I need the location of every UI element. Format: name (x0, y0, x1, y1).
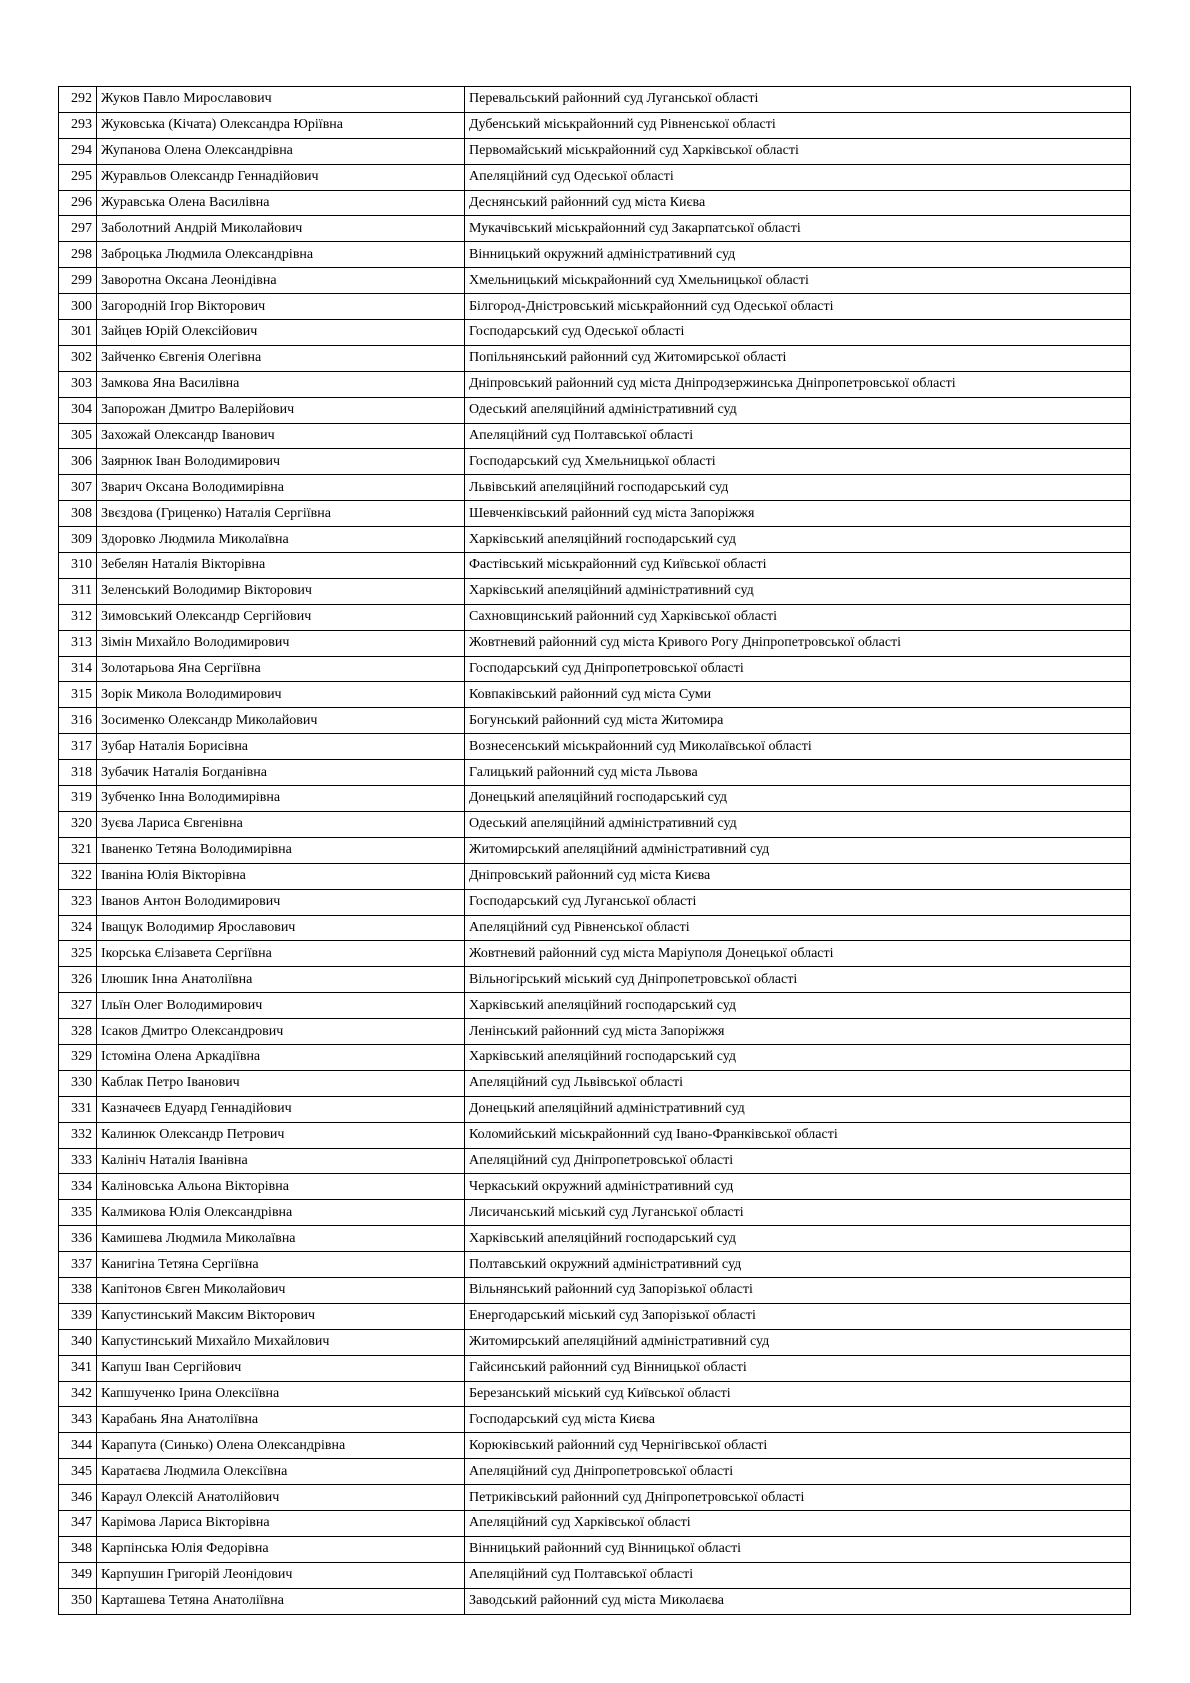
judge-name-cell: Зимовський Олександр Сергійович (97, 604, 465, 630)
court-name-cell: Галицький районний суд міста Львова (465, 760, 1131, 786)
court-name-cell: Господарський суд Хмельницької області (465, 449, 1131, 475)
table-row (59, 889, 1131, 915)
judge-name-cell: Карімова Лариса Вікторівна (97, 1510, 465, 1536)
judge-name-cell: Жуковська (Кічата) Олександра Юріївна (97, 112, 465, 138)
table-row (59, 708, 1131, 734)
court-name-cell: Первомайський міськрайонний суд Харківської області (465, 138, 1131, 164)
court-name-cell: Сахновщинський районний суд Харківської області (465, 604, 1131, 630)
court-name-cell: Господарський суд міста Києва (465, 1407, 1131, 1433)
court-name-cell: Білгород-Дністровський міськрайонний суд Одеської області (465, 294, 1131, 320)
judge-name-cell: Заярнюк Іван Володимирович (97, 449, 465, 475)
row-number-cell: 299 (59, 268, 97, 294)
row-number-cell: 305 (59, 423, 97, 449)
court-name-cell: Господарський суд Одеської області (465, 320, 1131, 346)
court-name-cell: Вознесенський міськрайонний суд Миколаївської області (465, 734, 1131, 760)
court-name-cell: Донецький апеляційний адміністративний суд (465, 1096, 1131, 1122)
table-row (59, 993, 1131, 1019)
table-row (59, 190, 1131, 216)
table-row (59, 242, 1131, 268)
judge-name-cell: Зосименко Олександр Миколайович (97, 708, 465, 734)
row-number-cell: 350 (59, 1588, 97, 1614)
table-row (59, 915, 1131, 941)
judge-name-cell: Каліновська Альона Вікторівна (97, 1174, 465, 1200)
judge-name-cell: Капустинський Михайло Михайлович (97, 1329, 465, 1355)
court-name-cell: Ленінський районний суд міста Запоріжжя (465, 1019, 1131, 1045)
judge-name-cell: Іващук Володимир Ярославович (97, 915, 465, 941)
court-name-cell: Дніпровський районний суд міста Києва (465, 863, 1131, 889)
judge-name-cell: Запорожан Дмитро Валерійович (97, 397, 465, 423)
table-row (59, 967, 1131, 993)
judge-name-cell: Зубар Наталія Борисівна (97, 734, 465, 760)
row-number-cell: 296 (59, 190, 97, 216)
court-name-cell: Вінницький районний суд Вінницької області (465, 1536, 1131, 1562)
table-row (59, 1459, 1131, 1485)
judge-name-cell: Здоровко Людмила Миколаївна (97, 527, 465, 553)
row-number-cell: 330 (59, 1070, 97, 1096)
table-row (59, 1174, 1131, 1200)
judge-name-cell: Ільїн Олег Володимирович (97, 993, 465, 1019)
judge-name-cell: Караул Олексій Анатолійович (97, 1485, 465, 1511)
table-row (59, 1407, 1131, 1433)
row-number-cell: 301 (59, 320, 97, 346)
row-number-cell: 314 (59, 656, 97, 682)
table-row (59, 604, 1131, 630)
judge-name-cell: Карабань Яна Анатоліївна (97, 1407, 465, 1433)
court-name-cell: Заводський районний суд міста Миколаєва (465, 1588, 1131, 1614)
row-number-cell: 309 (59, 527, 97, 553)
row-number-cell: 343 (59, 1407, 97, 1433)
table-row (59, 1329, 1131, 1355)
row-number-cell: 341 (59, 1355, 97, 1381)
row-number-cell: 311 (59, 578, 97, 604)
court-name-cell: Черкаський окружний адміністративний суд (465, 1174, 1131, 1200)
table-row (59, 578, 1131, 604)
court-name-cell: Полтавський окружний адміністративний суд (465, 1252, 1131, 1278)
court-name-cell: Одеський апеляційний адміністративний суд (465, 811, 1131, 837)
judge-name-cell: Каратаєва Людмила Олексіївна (97, 1459, 465, 1485)
table-row (59, 682, 1131, 708)
row-number-cell: 327 (59, 993, 97, 1019)
row-number-cell: 304 (59, 397, 97, 423)
court-name-cell: Коломийський міськрайонний суд Івано-Франківської області (465, 1122, 1131, 1148)
row-number-cell: 334 (59, 1174, 97, 1200)
court-name-cell: Харківський апеляційний господарський суд (465, 1226, 1131, 1252)
row-number-cell: 331 (59, 1096, 97, 1122)
court-name-cell: Апеляційний суд Одеської області (465, 164, 1131, 190)
court-name-cell: Харківський апеляційний господарський суд (465, 1044, 1131, 1070)
row-number-cell: 322 (59, 863, 97, 889)
row-number-cell: 317 (59, 734, 97, 760)
court-name-cell: Житомирський апеляційний адміністративний суд (465, 1329, 1131, 1355)
judge-name-cell: Заброцька Людмила Олександрівна (97, 242, 465, 268)
table-row (59, 1510, 1131, 1536)
judge-name-cell: Капуш Іван Сергійович (97, 1355, 465, 1381)
court-name-cell: Фастівський міськрайонний суд Київської області (465, 553, 1131, 579)
table-row (59, 449, 1131, 475)
row-number-cell: 310 (59, 553, 97, 579)
court-name-cell: Енергодарський міський суд Запорізької області (465, 1303, 1131, 1329)
judge-name-cell: Зубачик Наталія Богданівна (97, 760, 465, 786)
court-name-cell: Вінницький окружний адміністративний суд (465, 242, 1131, 268)
table-row (59, 863, 1131, 889)
judge-name-cell: Казначеєв Едуард Геннадійович (97, 1096, 465, 1122)
row-number-cell: 348 (59, 1536, 97, 1562)
table-row (59, 320, 1131, 346)
row-number-cell: 329 (59, 1044, 97, 1070)
table-row (59, 527, 1131, 553)
judge-name-cell: Жупанова Олена Олександрівна (97, 138, 465, 164)
table-row (59, 1070, 1131, 1096)
judge-name-cell: Капустинський Максим Вікторович (97, 1303, 465, 1329)
judge-name-cell: Зуєва Лариса Євгенівна (97, 811, 465, 837)
table-row (59, 1303, 1131, 1329)
row-number-cell: 306 (59, 449, 97, 475)
court-name-cell: Вільнянський районний суд Запорізької області (465, 1277, 1131, 1303)
table-row (59, 1277, 1131, 1303)
table-row (59, 837, 1131, 863)
table-row (59, 501, 1131, 527)
row-number-cell: 324 (59, 915, 97, 941)
table-row (59, 760, 1131, 786)
judge-name-cell: Захожай Олександр Іванович (97, 423, 465, 449)
judge-name-cell: Зайцев Юрій Олексійович (97, 320, 465, 346)
court-name-cell: Апеляційний суд Полтавської області (465, 1562, 1131, 1588)
court-name-cell: Апеляційний суд Полтавської області (465, 423, 1131, 449)
judge-name-cell: Калініч Наталія Іванівна (97, 1148, 465, 1174)
table-row (59, 734, 1131, 760)
row-number-cell: 345 (59, 1459, 97, 1485)
judge-name-cell: Канигіна Тетяна Сергіївна (97, 1252, 465, 1278)
row-number-cell: 342 (59, 1381, 97, 1407)
judge-name-cell: Зімін Михайло Володимирович (97, 630, 465, 656)
row-number-cell: 303 (59, 371, 97, 397)
court-name-cell: Дніпровський районний суд міста Дніпродзержинська Дніпропетровської області (465, 371, 1131, 397)
row-number-cell: 297 (59, 216, 97, 242)
judge-name-cell: Істоміна Олена Аркадіївна (97, 1044, 465, 1070)
court-name-cell: Петриківський районний суд Дніпропетровської області (465, 1485, 1131, 1511)
court-name-cell: Апеляційний суд Харківської області (465, 1510, 1131, 1536)
row-number-cell: 340 (59, 1329, 97, 1355)
judge-name-cell: Капітонов Євген Миколайович (97, 1277, 465, 1303)
table-row (59, 423, 1131, 449)
table-row (59, 1588, 1131, 1614)
court-name-cell: Харківський апеляційний господарський суд (465, 527, 1131, 553)
row-number-cell: 293 (59, 112, 97, 138)
table-row (59, 164, 1131, 190)
table-row (59, 1019, 1131, 1045)
table-row (59, 1381, 1131, 1407)
court-name-cell: Житомирський апеляційний адміністративний суд (465, 837, 1131, 863)
table-row (59, 216, 1131, 242)
row-number-cell: 300 (59, 294, 97, 320)
row-number-cell: 315 (59, 682, 97, 708)
judge-name-cell: Заболотний Андрій Миколайович (97, 216, 465, 242)
court-name-cell: Хмельницький міськрайонний суд Хмельницької області (465, 268, 1131, 294)
table-row (59, 294, 1131, 320)
row-number-cell: 302 (59, 345, 97, 371)
row-number-cell: 338 (59, 1277, 97, 1303)
court-name-cell: Богунський районний суд міста Житомира (465, 708, 1131, 734)
court-name-cell: Перевальський районний суд Луганської області (465, 87, 1131, 113)
judge-name-cell: Зубченко Інна Володимирівна (97, 786, 465, 812)
table-row (59, 811, 1131, 837)
row-number-cell: 316 (59, 708, 97, 734)
judge-name-cell: Заворотна Оксана Леонідівна (97, 268, 465, 294)
row-number-cell: 295 (59, 164, 97, 190)
table-row (59, 1562, 1131, 1588)
row-number-cell: 326 (59, 967, 97, 993)
judge-name-cell: Загородній Ігор Вікторович (97, 294, 465, 320)
row-number-cell: 292 (59, 87, 97, 113)
row-number-cell: 318 (59, 760, 97, 786)
table-row (59, 1355, 1131, 1381)
judge-name-cell: Камишева Людмила Миколаївна (97, 1226, 465, 1252)
table-row (59, 786, 1131, 812)
table-row (59, 1433, 1131, 1459)
court-name-cell: Харківський апеляційний господарський суд (465, 993, 1131, 1019)
row-number-cell: 312 (59, 604, 97, 630)
row-number-cell: 339 (59, 1303, 97, 1329)
judge-name-cell: Зеленський Володимир Вікторович (97, 578, 465, 604)
table-row (59, 1536, 1131, 1562)
court-name-cell: Березанський міський суд Київської області (465, 1381, 1131, 1407)
row-number-cell: 320 (59, 811, 97, 837)
judge-name-cell: Жуков Павло Мирославович (97, 87, 465, 113)
table-row (59, 553, 1131, 579)
table-row (59, 1044, 1131, 1070)
judges-table (58, 86, 1131, 1615)
table-row (59, 1148, 1131, 1174)
table-row (59, 1200, 1131, 1226)
row-number-cell: 325 (59, 941, 97, 967)
court-name-cell: Лисичанський міський суд Луганської області (465, 1200, 1131, 1226)
table-row (59, 138, 1131, 164)
table-row (59, 475, 1131, 501)
row-number-cell: 319 (59, 786, 97, 812)
judge-name-cell: Каблак Петро Іванович (97, 1070, 465, 1096)
table-row (59, 630, 1131, 656)
judge-name-cell: Іваніна Юлія Вікторівна (97, 863, 465, 889)
court-name-cell: Ковпаківський районний суд міста Суми (465, 682, 1131, 708)
court-name-cell: Харківський апеляційний адміністративний суд (465, 578, 1131, 604)
row-number-cell: 328 (59, 1019, 97, 1045)
judge-name-cell: Іванов Антон Володимирович (97, 889, 465, 915)
judge-name-cell: Звєздова (Гриценко) Наталія Сергіївна (97, 501, 465, 527)
judge-name-cell: Калмикова Юлія Олександрівна (97, 1200, 465, 1226)
table-row (59, 941, 1131, 967)
row-number-cell: 307 (59, 475, 97, 501)
court-name-cell: Жовтневий районний суд міста Маріуполя Донецької області (465, 941, 1131, 967)
judge-name-cell: Зорік Микола Володимирович (97, 682, 465, 708)
court-name-cell: Донецький апеляційний господарський суд (465, 786, 1131, 812)
row-number-cell: 344 (59, 1433, 97, 1459)
court-name-cell: Шевченківський районний суд міста Запоріжжя (465, 501, 1131, 527)
judge-name-cell: Зебелян Наталія Вікторівна (97, 553, 465, 579)
court-name-cell: Вільногірський міський суд Дніпропетровської області (465, 967, 1131, 993)
table-row (59, 656, 1131, 682)
row-number-cell: 349 (59, 1562, 97, 1588)
table-row (59, 1096, 1131, 1122)
judge-name-cell: Журавська Олена Василівна (97, 190, 465, 216)
row-number-cell: 346 (59, 1485, 97, 1511)
row-number-cell: 333 (59, 1148, 97, 1174)
court-name-cell: Жовтневий районний суд міста Кривого Рогу Дніпропетровської області (465, 630, 1131, 656)
judge-name-cell: Зайченко Євгенія Олегівна (97, 345, 465, 371)
court-name-cell: Апеляційний суд Дніпропетровської області (465, 1459, 1131, 1485)
table-row (59, 397, 1131, 423)
judge-name-cell: Карташева Тетяна Анатоліївна (97, 1588, 465, 1614)
court-name-cell: Апеляційний суд Львівської області (465, 1070, 1131, 1096)
row-number-cell: 313 (59, 630, 97, 656)
row-number-cell: 332 (59, 1122, 97, 1148)
court-name-cell: Попільнянський районний суд Житомирської області (465, 345, 1131, 371)
judge-name-cell: Карпушин Григорій Леонідович (97, 1562, 465, 1588)
table-row (59, 1485, 1131, 1511)
table-row (59, 1226, 1131, 1252)
table-row (59, 1252, 1131, 1278)
table-row (59, 1122, 1131, 1148)
court-name-cell: Господарський суд Луганської області (465, 889, 1131, 915)
row-number-cell: 335 (59, 1200, 97, 1226)
row-number-cell: 323 (59, 889, 97, 915)
judge-name-cell: Ісаков Дмитро Олександрович (97, 1019, 465, 1045)
court-name-cell: Львівський апеляційний господарський суд (465, 475, 1131, 501)
judge-name-cell: Карпінська Юлія Федорівна (97, 1536, 465, 1562)
table-row (59, 87, 1131, 113)
table-row (59, 268, 1131, 294)
court-name-cell: Дубенський міськрайонний суд Рівненської області (465, 112, 1131, 138)
judge-name-cell: Золотарьова Яна Сергіївна (97, 656, 465, 682)
judge-name-cell: Іваненко Тетяна Володимирівна (97, 837, 465, 863)
table-row (59, 112, 1131, 138)
table-row (59, 345, 1131, 371)
row-number-cell: 294 (59, 138, 97, 164)
table-row (59, 371, 1131, 397)
judge-name-cell: Зварич Оксана Володимирівна (97, 475, 465, 501)
judge-name-cell: Карапута (Синько) Олена Олександрівна (97, 1433, 465, 1459)
court-name-cell: Одеський апеляційний адміністративний суд (465, 397, 1131, 423)
row-number-cell: 347 (59, 1510, 97, 1536)
court-name-cell: Мукачівський міськрайонний суд Закарпатської області (465, 216, 1131, 242)
court-name-cell: Господарський суд Дніпропетровської області (465, 656, 1131, 682)
court-name-cell: Деснянський районний суд міста Києва (465, 190, 1131, 216)
judge-name-cell: Ікорська Єлізавета Сергіївна (97, 941, 465, 967)
judges-table-body (59, 87, 1131, 1615)
judge-name-cell: Калинюк Олександр Петрович (97, 1122, 465, 1148)
court-name-cell: Апеляційний суд Рівненської області (465, 915, 1131, 941)
judge-name-cell: Журавльов Олександр Геннадійович (97, 164, 465, 190)
court-name-cell: Гайсинський районний суд Вінницької області (465, 1355, 1131, 1381)
judge-name-cell: Ілюшик Інна Анатоліївна (97, 967, 465, 993)
court-name-cell: Апеляційний суд Дніпропетровської області (465, 1148, 1131, 1174)
row-number-cell: 337 (59, 1252, 97, 1278)
row-number-cell: 308 (59, 501, 97, 527)
row-number-cell: 321 (59, 837, 97, 863)
court-name-cell: Корюківський районний суд Чернігівської області (465, 1433, 1131, 1459)
judge-name-cell: Капшученко Ірина Олексіївна (97, 1381, 465, 1407)
judge-name-cell: Замкова Яна Василівна (97, 371, 465, 397)
row-number-cell: 336 (59, 1226, 97, 1252)
row-number-cell: 298 (59, 242, 97, 268)
